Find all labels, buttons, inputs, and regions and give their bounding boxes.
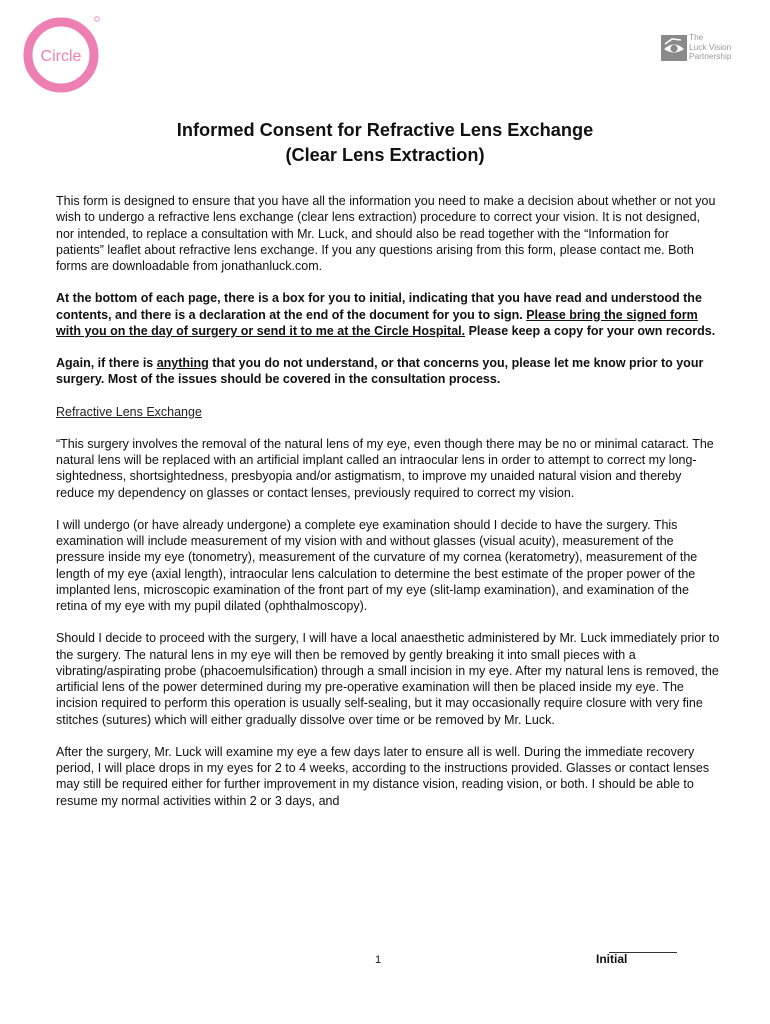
initial-label: Initial <box>596 952 628 966</box>
notice-after: Please keep a copy for your own records. <box>465 323 716 338</box>
luck-logo-line: Partnership <box>689 51 732 62</box>
again-before: Again, if there is <box>56 356 157 370</box>
circle-logo-text: Circle <box>40 48 82 65</box>
circle-logo <box>20 12 104 96</box>
luck-vision-logo <box>661 33 751 67</box>
again-underlined: anything <box>156 356 209 370</box>
luck-logo-line: Luck Vision <box>689 41 732 52</box>
notice-paragraph <box>56 290 720 339</box>
again-after: that you do not understand, or that concerns you, please let me know prior to your surgery. Most of the issues should be covered in the consultation process. <box>56 356 704 387</box>
again-paragraph <box>56 355 720 388</box>
body-paragraph: Should I decide to proceed with the surgery, I will have a local anaesthetic administered by Mr. Luck immediately prior to the surgery. The natural lens in my eye will then be removed by gently breaking it into small pieces with a vibrating/aspirating probe (phacoemulsification) through a small incision in my eye. After my natural lens is removed, the artificial lens of the power determined during my pre-operative examination will then be placed inside my eye. The incision required to perform this operation is usually self-sealing, but it may occasionally require closure with very fine stitches (sutures) which will either gradually dissolve over time or be removed by Mr. Luck. <box>56 631 720 727</box>
page-number: 1 <box>375 954 382 966</box>
body-paragraph: “This surgery involves the removal of the natural lens of my eye, even though there may be no or minimal cataract. The natural lens will be replaced with an artificial implant called an intraocular lens in order to attempt to correct my long-sightedness, shortsightedness, presbyopia and/or astigmatism, to improve my unaided natural vision and thereby reduce my dependency on glasses or contact lenses, previously required to correct my vision. <box>56 436 714 500</box>
section-title: Refractive Lens Exchange <box>56 404 202 419</box>
document-title <box>0 118 770 168</box>
eye-logo-icon <box>661 35 687 61</box>
notice-underlined: Please bring the signed form with you on the day of surgery or send it to me at the Circle Hospital. <box>56 307 698 338</box>
notice-text: At the bottom of each page, there is a box for you to initial, indicating that you have read and understood the contents, and there is a declaration at the end of the document for you to sign. <box>56 291 702 322</box>
luck-logo-text <box>689 33 731 62</box>
intro-paragraph: This form is designed to ensure that you have all the information you need to make a decision about whether or not you wish to undergo a refractive lens exchange (clear lens extraction) procedure to correct your vision. It is not designed, nor intended, to replace a consultation with Mr. Luck, and should also be read together with the “Information for patients” leaflet about refractive lens exchange. If you any questions arising from this form, please contact me. Both forms are downloadable from jonathanluck.com. <box>56 194 716 273</box>
title-line-1: Informed Consent for Refractive Lens Exchange <box>176 120 594 140</box>
body-paragraph: I will undergo (or have already undergone) a complete eye examination should I decide to have the surgery. This examination will include measurement of my vision with and without glasses (visual acuity), measurement of the pressure inside my eye (tonometry), measurement of the curvature of my cornea (keratometry), measurement of the length of my eye (axial length), intraocular lens calculation to determine the best estimate of the proper power of the implanted lens, microscopic examination of the front part of my eye (slit-lamp examination), and examination of the retina of my eye with my pupil dilated (ophthalmoscopy). <box>56 517 698 613</box>
body-paragraph: After the surgery, Mr. Luck will examine my eye a few days later to ensure all is well. During the immediate recovery period, I will place drops in my eyes for 2 to 4 weeks, according to the instructions provided. Glasses or contact lenses may still be required either for further improvement in my distance vision, reading vision, or both. I should be able to resume my normal activities within 2 or 3 days, and <box>56 744 710 808</box>
document-body <box>56 193 720 825</box>
title-line-2: (Clear Lens Extraction) <box>285 145 485 165</box>
luck-logo-line: The <box>689 32 704 42</box>
